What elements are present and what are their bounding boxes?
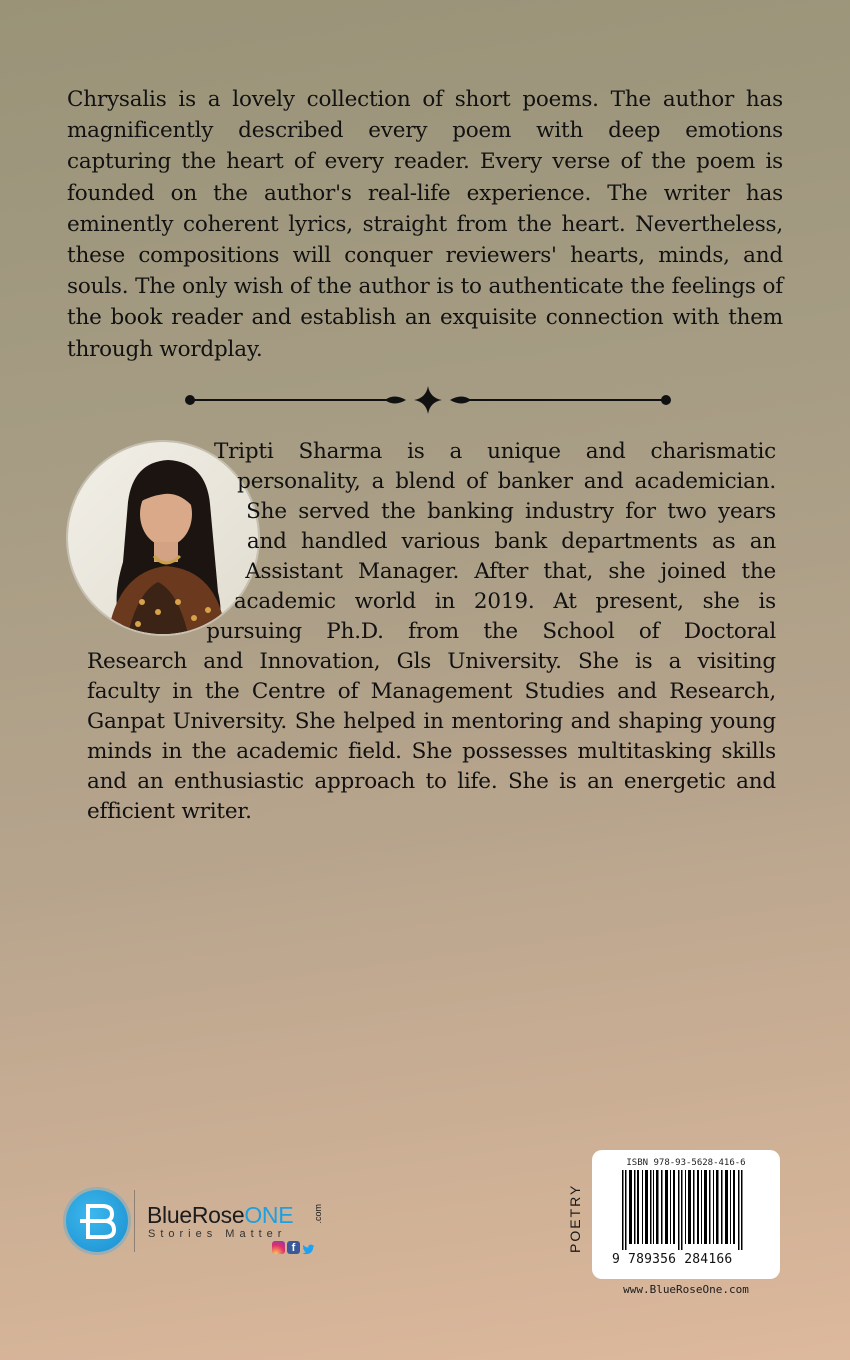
facebook-icon: f [287, 1241, 300, 1254]
genre-label: POETRY [567, 1183, 583, 1253]
book-blurb: Chrysalis is a lovely collection of short poems. The author has magnificently described every poem with deep emotions capturing the heart of every reader. Every verse of the poem is founded on the author's real-life experience. The writer has eminently coherent lyrics, straight from the heart. Nevertheless, these compositions will conquer reviewers' hearts, minds, and souls. The only wish of the author is to authenticate the feelings of the book reader and establish an exquisite connection with them through wordplay. [67, 87, 783, 362]
publisher-name-main: BlueRose [147, 1202, 245, 1228]
author-bio: Tripti Sharma is a unique and charismatic personality, a blend of banker and academician. She served the banking industry for two years and handled various bank departments as an Assistant Manager. After that, she joined the academic world in 2019. At present, she is pursuing Ph.D. from the School of Doctoral Research and Innovation, Gls University. She is a visiting faculty in the Centre of Management Studies and Research, Ganpat University. She helped in mentoring and shaping young minds in the academic field. She possesses multitasking skills and an enthusiastic approach to life. She is an energetic and efficient writer. [87, 439, 776, 824]
publisher-website[interactable]: www.BlueRoseOne.com [623, 1283, 749, 1296]
isbn-label: ISBN 978-93-5628-416-6 [626, 1158, 746, 1168]
social-icons [272, 1241, 315, 1255]
publisher-domain-suffix: .com [313, 1204, 323, 1224]
publisher-logo [66, 1188, 336, 1254]
logo-divider [134, 1190, 135, 1252]
publisher-name-accent: ONE [244, 1202, 294, 1228]
publisher-name [147, 1202, 293, 1229]
divider-ornament [180, 382, 680, 418]
publisher-tagline: Stories Matter [148, 1228, 287, 1240]
isbn-digits: 9 789356 284166 [612, 1252, 733, 1267]
bluerose-logo-icon [66, 1190, 128, 1252]
instagram-icon [272, 1241, 285, 1254]
barcode-bars [618, 1170, 748, 1250]
twitter-icon [302, 1241, 315, 1254]
author-bio-paragraph [87, 437, 776, 827]
isbn-barcode [592, 1150, 780, 1279]
